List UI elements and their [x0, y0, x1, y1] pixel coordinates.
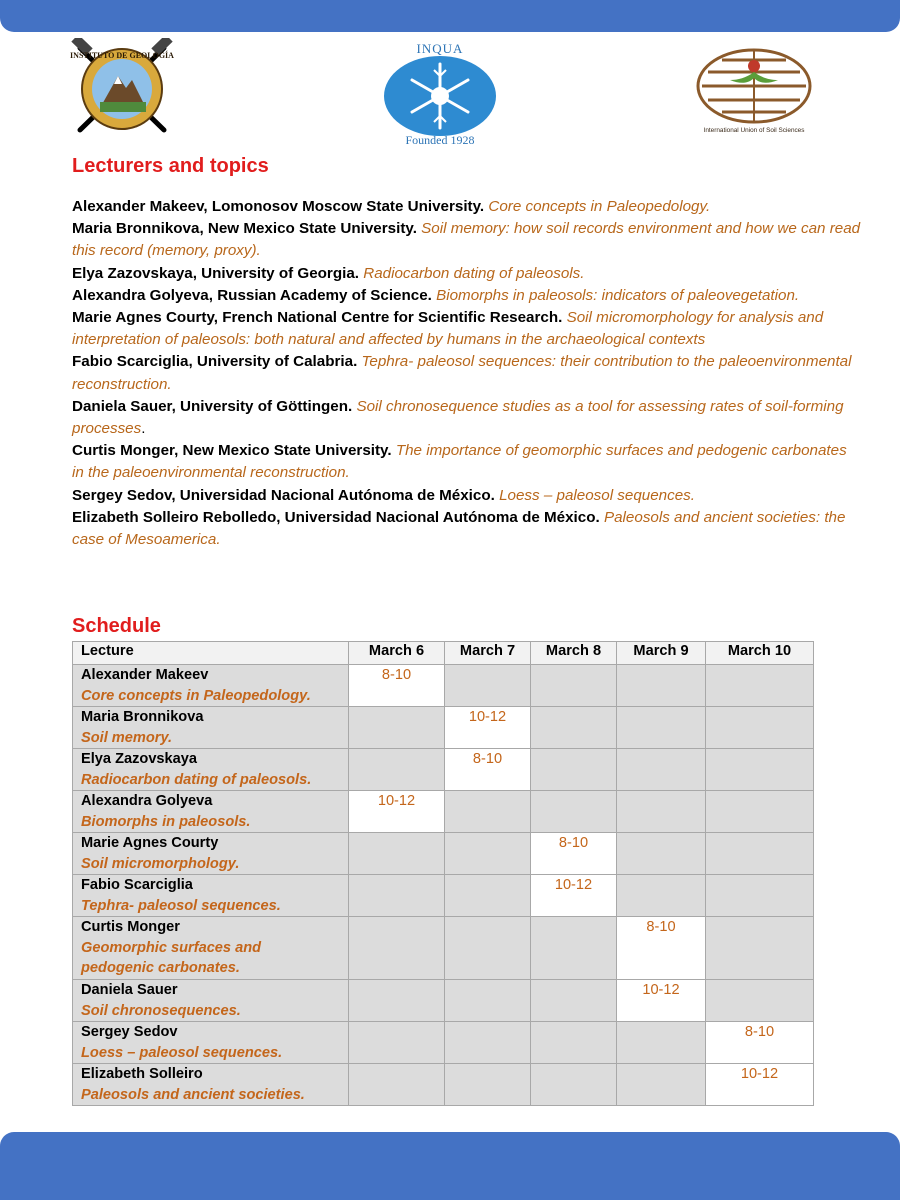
iuss-logo-caption: International Union of Soil Sciences: [703, 127, 805, 134]
schedule-time-cell: [617, 833, 706, 875]
schedule-lecture-cell: [73, 749, 349, 791]
lecturer-name: Sergey Sedov, Universidad Nacional Autónoma de México.: [72, 486, 495, 504]
schedule-time-cell: [445, 665, 531, 707]
schedule-lecture-cell: [73, 875, 349, 917]
lecturer-topic: The importance of geomorphic surfaces and pedogenic carbonates in the paleoenvironmental reconstruction.: [72, 442, 847, 482]
schedule-time-cell: 8-10: [531, 833, 617, 875]
schedule-column-header: Lecture: [73, 642, 349, 665]
schedule-time-cell: 8-10: [445, 749, 531, 791]
schedule-time-cell: [617, 1022, 706, 1064]
lecturer-entry: [72, 396, 862, 440]
schedule-time-cell: [349, 707, 445, 749]
schedule-lecture-topic: Tephra- paleosol sequences.: [81, 897, 281, 914]
schedule-time-cell: [531, 917, 617, 980]
schedule-row: [73, 1022, 814, 1064]
schedule-time-cell: 10-12: [617, 980, 706, 1022]
schedule-column-header: March 9: [617, 642, 706, 665]
schedule-row: [73, 875, 814, 917]
schedule-lecture-topic: Soil micromorphology.: [81, 855, 240, 872]
inqua-logo-founded: Founded 1928: [405, 133, 475, 147]
schedule-time-cell: [445, 1064, 531, 1106]
lecturer-name: Elizabeth Solleiro Rebolledo, Universidad Nacional Autónoma de México.: [72, 508, 600, 526]
schedule-time-cell: [706, 749, 814, 791]
lecturer-entry: [72, 263, 862, 285]
schedule-time-cell: [531, 749, 617, 791]
inqua-logo-title: INQUA: [416, 41, 464, 56]
schedule-lecturer-name: Sergey Sedov: [81, 1024, 178, 1040]
schedule-lecture-cell: [73, 1064, 349, 1106]
lecturer-entry: [72, 507, 862, 551]
schedule-lecture-topic: Biomorphs in paleosols.: [81, 813, 251, 830]
lecturer-entry: [72, 351, 862, 395]
inqua-logo: [382, 40, 498, 148]
lecturer-topic: Soil memory: how soil records environment and how we can read this record (memory, proxy).: [72, 220, 861, 260]
lecturer-tail: .: [141, 420, 146, 438]
schedule-time-cell: [349, 1022, 445, 1064]
schedule-header-row: [73, 642, 814, 665]
schedule-lecture-topic: Geomorphic surfaces and pedogenic carbonates.: [81, 939, 262, 976]
schedule-time-cell: [706, 707, 814, 749]
instituto-geologia-logo: [66, 38, 178, 138]
schedule-time-cell: [706, 665, 814, 707]
schedule-lecture-cell: [73, 980, 349, 1022]
schedule-time-cell: [445, 917, 531, 980]
schedule-lecturer-name: Maria Bronnikova: [81, 709, 204, 725]
lecturer-name: Curtis Monger, New Mexico State University.: [72, 442, 392, 460]
schedule-lecturer-name: Alexander Makeev: [81, 667, 209, 683]
schedule-time-cell: [617, 875, 706, 917]
schedule-column-header: March 7: [445, 642, 531, 665]
schedule-column-header: March 6: [349, 642, 445, 665]
schedule-time-cell: [706, 791, 814, 833]
lecturer-topic: Biomorphs in paleosols: indicators of paleovegetation.: [436, 286, 800, 304]
top-banner: [0, 0, 900, 32]
schedule-time-cell: [349, 980, 445, 1022]
schedule-time-cell: [617, 1064, 706, 1106]
lecturer-topic: Soil chronosequence studies as a tool for assessing rates of soil-forming processes: [72, 397, 844, 438]
schedule-time-cell: 8-10: [706, 1022, 814, 1064]
schedule-lecturer-name: Marie Agnes Courty: [81, 835, 219, 851]
schedule-time-cell: [349, 1064, 445, 1106]
schedule-lecture-cell: [73, 917, 349, 980]
schedule-time-cell: [617, 707, 706, 749]
schedule-time-cell: [445, 875, 531, 917]
lecturer-name: Alexandra Golyeva, Russian Academy of Science.: [72, 286, 432, 304]
schedule-lecturer-name: Elizabeth Solleiro: [81, 1066, 203, 1082]
schedule-time-cell: [349, 875, 445, 917]
schedule-lecture-cell: [73, 707, 349, 749]
schedule-time-cell: 8-10: [617, 917, 706, 980]
schedule-table: [72, 641, 814, 1106]
schedule-time-cell: [531, 1064, 617, 1106]
schedule-time-cell: [531, 980, 617, 1022]
lecturer-name: Marie Agnes Courty, French National Centre for Scientific Research.: [72, 309, 563, 327]
schedule-time-cell: [445, 1022, 531, 1064]
schedule-time-cell: [445, 791, 531, 833]
lecturer-entry: [72, 218, 862, 262]
lecturer-entry: [72, 307, 862, 351]
lecturer-topic: Radiocarbon dating of paleosols.: [363, 264, 585, 282]
lecturer-topic: Core concepts in Paleopedology.: [488, 198, 711, 215]
schedule-lecturer-name: Alexandra Golyeva: [81, 793, 213, 809]
schedule-lecture-topic: Radiocarbon dating of paleosols.: [81, 771, 312, 788]
lecturers-heading: Lecturers and topics: [72, 155, 269, 177]
lecturer-topic: Loess – paleosol sequences.: [499, 486, 695, 504]
schedule-row: [73, 917, 814, 980]
schedule-lecture-topic: Soil chronosequences.: [81, 1002, 241, 1019]
schedule-time-cell: [349, 917, 445, 980]
schedule-lecturer-name: Elya Zazovskaya: [81, 751, 198, 767]
schedule-row: [73, 980, 814, 1022]
schedule-time-cell: [445, 980, 531, 1022]
schedule-time-cell: [617, 749, 706, 791]
lecturer-name: Alexander Makeev, Lomonosov Moscow State University.: [72, 198, 485, 215]
schedule-time-cell: [531, 707, 617, 749]
schedule-time-cell: [349, 833, 445, 875]
lecturer-name: Fabio Scarciglia, University of Calabria.: [72, 353, 358, 371]
schedule-heading: Schedule: [72, 615, 161, 637]
schedule-time-cell: [445, 833, 531, 875]
schedule-lecture-topic: Paleosols and ancient societies.: [81, 1086, 305, 1103]
schedule-time-cell: 8-10: [349, 665, 445, 707]
lecturer-name: Elya Zazovskaya, University of Georgia.: [72, 264, 359, 282]
schedule-time-cell: [706, 980, 814, 1022]
iuss-logo: [694, 48, 822, 136]
schedule-row: [73, 707, 814, 749]
schedule-row: [73, 1064, 814, 1106]
schedule-time-cell: [706, 833, 814, 875]
schedule-lecture-cell: [73, 791, 349, 833]
lecturer-entry: [72, 285, 862, 307]
schedule-lecture-cell: [73, 665, 349, 707]
schedule-time-cell: 10-12: [349, 791, 445, 833]
lecturer-entry: [72, 485, 862, 507]
schedule-lecture-topic: Loess – paleosol sequences.: [81, 1044, 283, 1061]
schedule-time-cell: 10-12: [531, 875, 617, 917]
lecturer-topic: Tephra- paleosol sequences: their contribution to the paleoenvironmental reconstruction.: [72, 353, 852, 393]
schedule-row: [73, 791, 814, 833]
schedule-lecture-cell: [73, 833, 349, 875]
schedule-lecturer-name: Curtis Monger: [81, 919, 180, 935]
schedule-row: [73, 749, 814, 791]
lecturers-list: [72, 196, 862, 551]
lecturer-entry: [72, 196, 862, 218]
schedule-time-cell: 10-12: [445, 707, 531, 749]
schedule-time-cell: [531, 791, 617, 833]
schedule-lecture-topic: Soil memory.: [81, 729, 173, 746]
schedule-time-cell: [617, 665, 706, 707]
schedule-time-cell: [706, 875, 814, 917]
lecturer-name: Daniela Sauer, University of Göttingen.: [72, 397, 353, 415]
schedule-time-cell: [349, 749, 445, 791]
schedule-row: [73, 833, 814, 875]
lecturer-entry: [72, 440, 862, 484]
lecturer-name: Maria Bronnikova, New Mexico State University.: [72, 220, 417, 238]
schedule-lecture-topic: Core concepts in Paleopedology.: [81, 687, 311, 704]
schedule-time-cell: [617, 791, 706, 833]
lecturer-topic: Paleosols and ancient societies: the case of Mesoamerica.: [72, 508, 846, 549]
schedule-column-header: March 8: [531, 642, 617, 665]
schedule-time-cell: [531, 665, 617, 707]
schedule-lecturer-name: Fabio Scarciglia: [81, 877, 193, 893]
schedule-row: [73, 665, 814, 707]
schedule-lecture-cell: [73, 1022, 349, 1064]
schedule-column-header: March 10: [706, 642, 814, 665]
schedule-time-cell: [706, 917, 814, 980]
bottom-banner: [0, 1132, 900, 1200]
schedule-lecturer-name: Daniela Sauer: [81, 982, 178, 998]
geologia-logo-text: INSTITUTO DE GEOLOGÍA: [70, 51, 174, 60]
schedule-time-cell: 10-12: [706, 1064, 814, 1106]
schedule-time-cell: [531, 1022, 617, 1064]
lecturer-topic: Soil micromorphology for analysis and interpretation of paleosols: both natural and affected by humans in the archaeological contexts: [72, 309, 824, 349]
